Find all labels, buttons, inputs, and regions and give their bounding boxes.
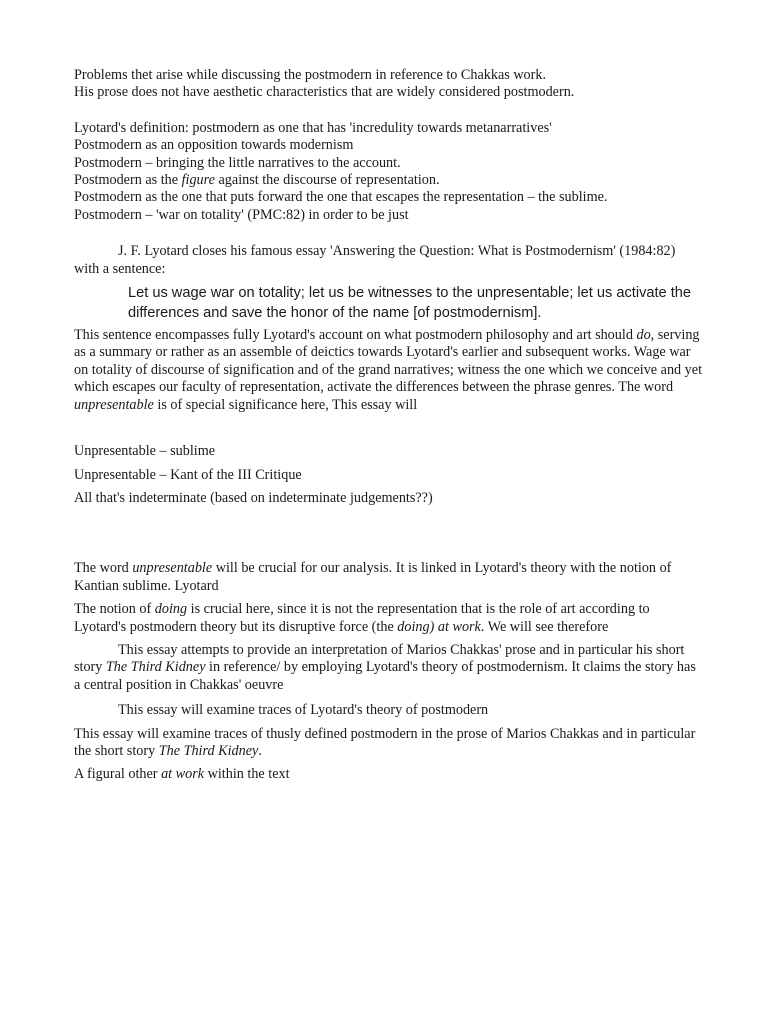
definition-3: Postmodern – bringing the little narratives to the account.: [74, 154, 401, 171]
attempt-post: in reference/ by employing Lyotard's theory of postmodernism. It claims the story has a central position in Chakkas' oeuvre: [74, 659, 696, 693]
definition-4-emphasis: figure: [181, 172, 215, 189]
definition-1: Lyotard's definition: postmodern as one that has 'incredulity towards metanarratives': [74, 119, 552, 136]
encompass-part-1: This sentence encompasses fully Lyotard's account on what postmodern philosophy and art should: [74, 327, 637, 344]
definition-5: Postmodern as the one that puts forward the one that escapes the representation – the sublime.: [74, 189, 608, 206]
figural-pre: A figural other: [74, 766, 162, 783]
doing-emphasis-1: doing: [154, 601, 188, 618]
examine-2-emphasis-title: The Third Kidney: [158, 742, 259, 759]
doing-mid: is crucial here, since it is not the representation that is the role of art according to Lyotard's postmodern theory but its disruptive force (the: [74, 601, 650, 635]
definition-4: [74, 172, 704, 189]
examine-2-pre: This essay will examine traces of thusly defined postmodern in the prose of Marios Chakkas and in particular the short story: [74, 725, 696, 759]
attempt-paragraph: [74, 642, 704, 694]
doing-post: . We will see therefore: [480, 618, 609, 635]
definition-4-post: against the discourse of representation.: [214, 172, 440, 189]
attempt-emphasis-title: The Third Kidney: [105, 659, 206, 676]
definition-2: Postmodern as an opposition towards modernism: [74, 137, 354, 154]
note-1: Unpresentable – sublime: [74, 443, 216, 460]
note-2: Unpresentable – Kant of the III Critique: [74, 466, 302, 483]
note-3: All that's indeterminate (based on indeterminate judgements??): [74, 489, 433, 506]
figural-post: within the text: [204, 766, 290, 783]
word-post: will be crucial for our analysis. It is linked in Lyotard's theory with the notion of Kantian sublime. Lyotard: [74, 560, 672, 594]
encompass-part-3: is of special significance here, This essay will: [153, 396, 418, 413]
encompass-part-2: , serving as a summary or rather as an assemble of deictics towards Lyotard's earlier and subsequent works. Wage war on totality of discourse of signification and of the grand narratives; witness the one which we conceive and yet which escapes our faculty of representation, activate the differences between the phrase genres. The word: [74, 327, 703, 396]
examine-paragraph-2: [74, 726, 704, 761]
doing-emphasis-3: ) at work: [429, 618, 481, 635]
definitions-list: [74, 120, 704, 224]
doing-paragraph: [74, 601, 704, 636]
definition-6: Postmodern – 'war on totality' (PMC:82) in order to be just: [74, 206, 409, 223]
attempt-pre: This essay attempts to provide an interpretation of Marios Chakkas' prose and in particular his short story: [74, 641, 685, 676]
encompass-emphasis-do: do: [636, 327, 651, 344]
examine-2-post: .: [258, 742, 262, 759]
encompass-paragraph: [74, 327, 704, 414]
definition-4-pre: Postmodern as the: [74, 172, 182, 189]
block-quote: Let us wage war on totality; let us be witnesses to the unpresentable; let us activate the differences and save the honor of the name [of postmodernism].: [128, 285, 691, 321]
doing-pre: The notion of: [74, 601, 155, 618]
intro-line-2: His prose does not have aesthetic characteristics that are widely considered postmodern.: [74, 84, 575, 101]
word-pre: The word: [74, 560, 133, 577]
intro-line-1: Problems thet arise while discussing the postmodern in reference to Chakkas work.: [74, 67, 547, 83]
figural-line: [74, 766, 704, 783]
doing-emphasis-2: doing: [397, 618, 430, 635]
word-emphasis: unpresentable: [132, 560, 213, 577]
encompass-emphasis-unpresentable: unpresentable: [74, 396, 154, 413]
examine-paragraph-1: This essay will examine traces of Lyotard's theory of postmodern: [118, 702, 489, 719]
word-paragraph: [74, 560, 704, 595]
figural-emphasis: at work: [161, 766, 205, 783]
lyotard-paragraph: J. F. Lyotard closes his famous essay 'Answering the Question: What is Postmodernism' (1984:82) with a sentence:: [74, 243, 676, 277]
document-page: [74, 67, 704, 784]
